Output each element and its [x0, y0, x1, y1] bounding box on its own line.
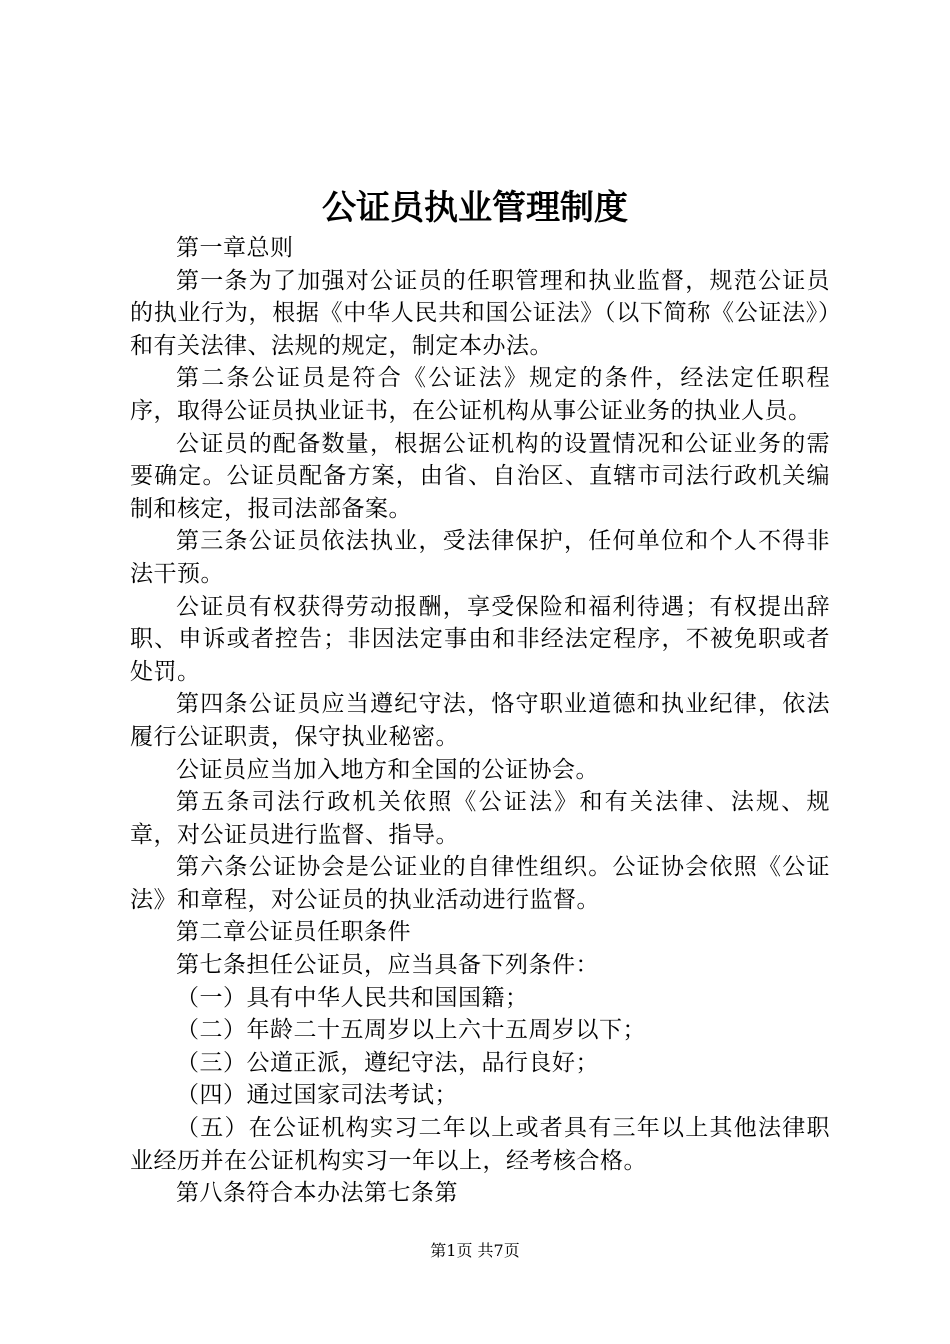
paragraph: 第五条司法行政机关依照《公证法》和有关法律、法规、规章，对公证员进行监督、指导。: [130, 789, 830, 848]
paragraph: 公证员应当加入地方和全国的公证协会。: [176, 756, 599, 783]
paragraph: 第六条公证协会是公证业的自律性组织。公证协会依照《公证法》和章程，对公证员的执业活动进行监督。: [130, 854, 830, 913]
paragraph: （一）具有中华人民共和国国籍；: [176, 984, 529, 1011]
paragraph: 第一条为了加强对公证员的任职管理和执业监督，规范公证员的执业行为，根据《中华人民共和国公证法》（以下简称《公证法》）和有关法律、法规的规定，制定本办法。: [130, 267, 830, 359]
page-number-label: 第1页 共7页: [430, 1241, 520, 1260]
paragraph: 第二章公证员任职条件: [176, 919, 411, 946]
page-footer: [0, 1240, 950, 1262]
paragraph: （三）公道正派，遵纪守法，品行良好；: [176, 1049, 599, 1076]
paragraph: 公证员有权获得劳动报酬，享受保险和福利待遇；有权提出辞职、申诉或者控告；非因法定事由和非经法定程序，不被免职或者处罚。: [130, 593, 830, 685]
paragraph: （二）年龄二十五周岁以上六十五周岁以下；: [176, 1017, 646, 1044]
paragraph: 第一章总则: [176, 235, 294, 261]
document-body: [130, 232, 830, 1210]
document-title: 公证员执业管理制度: [322, 188, 628, 228]
paragraph: 第二条公证员是符合《公证法》规定的条件，经法定任职程序，取得公证员执业证书，在公证机构从事公证业务的执业人员。: [130, 365, 830, 424]
paragraph: 第八条符合本办法第七条第: [176, 1180, 458, 1207]
paragraph: 公证员的配备数量，根据公证机构的设置情况和公证业务的需要确定。公证员配备方案，由省、自治区、直辖市司法行政机关编制和核定，报司法部备案。: [130, 430, 830, 522]
paragraph: 第七条担任公证员，应当具备下列条件：: [176, 952, 599, 979]
paragraph: （五）在公证机构实习二年以上或者具有三年以上其他法律职业经历并在公证机构实习一年以上，经考核合格。: [130, 1115, 830, 1174]
paragraph: 第三条公证员依法执业，受法律保护，任何单位和个人不得非法干预。: [130, 528, 830, 587]
paragraph: 第四条公证员应当遵纪守法，恪守职业道德和执业纪律，依法履行公证职责，保守执业秘密。: [130, 691, 830, 750]
paragraph: （四）通过国家司法考试；: [176, 1082, 458, 1109]
